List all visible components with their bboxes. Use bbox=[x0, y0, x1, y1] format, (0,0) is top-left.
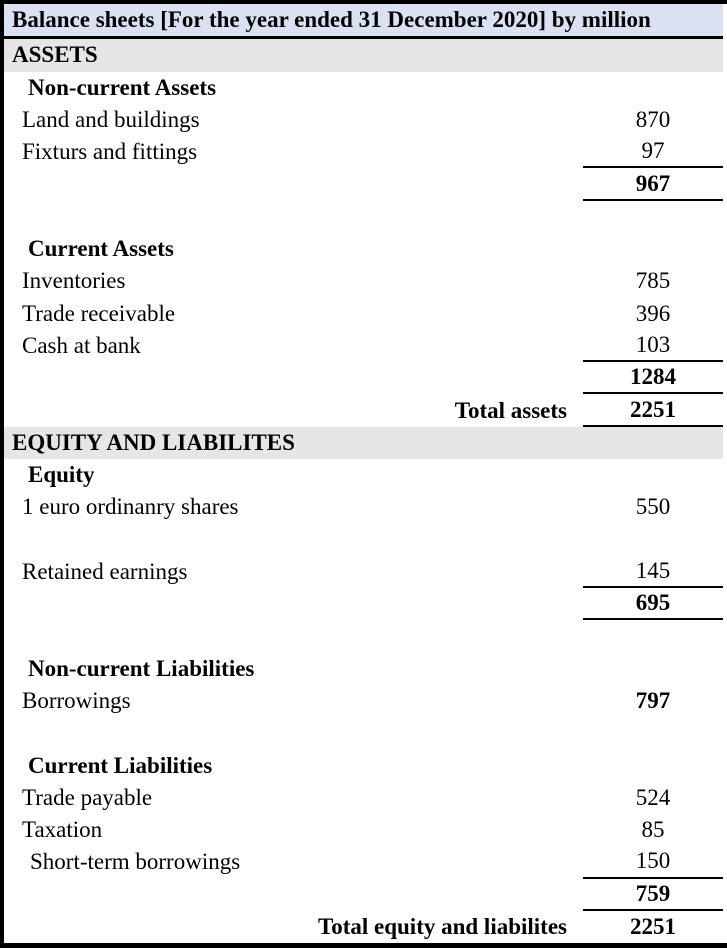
line-item-value: 870 bbox=[635, 106, 671, 132]
row-inventories bbox=[4, 265, 723, 297]
line-item-value: 150 bbox=[583, 846, 723, 878]
title-row bbox=[4, 4, 723, 39]
line-item-value: 145 bbox=[583, 556, 723, 588]
total-value: 2251 bbox=[583, 394, 723, 426]
line-item-value: 524 bbox=[635, 784, 671, 810]
row-cash-at-bank bbox=[4, 330, 723, 362]
blank-row bbox=[4, 201, 723, 233]
group-heading: Non-current Assets bbox=[28, 74, 217, 100]
row-trade-payable bbox=[4, 782, 723, 814]
subtotal-row bbox=[4, 879, 723, 911]
line-item-label: Borrowings bbox=[22, 688, 131, 714]
line-item-value: 759 bbox=[583, 879, 723, 911]
total-value: 2251 bbox=[630, 914, 676, 940]
subtotal-row bbox=[4, 362, 723, 394]
row-1-euro-ordinanry-shares bbox=[4, 491, 723, 523]
line-item-label: Cash at bank bbox=[22, 332, 141, 358]
line-item-value: 85 bbox=[641, 817, 665, 843]
total-label: Total equity and liabilites bbox=[317, 914, 567, 940]
total-label: Total assets bbox=[454, 397, 567, 423]
line-item-label: Trade receivable bbox=[22, 300, 176, 326]
group-heading: Non-current Liabilities bbox=[28, 655, 255, 681]
line-item-label: Fixturs and fittings bbox=[22, 139, 198, 165]
line-item-label bbox=[4, 168, 583, 200]
line-item-label: Retained earnings bbox=[22, 558, 188, 584]
blank-row bbox=[4, 620, 723, 652]
row-taxation bbox=[4, 814, 723, 846]
line-item-label bbox=[4, 879, 583, 911]
group-header-row-equity bbox=[4, 459, 723, 491]
line-item-value: 797 bbox=[635, 688, 671, 714]
blank-row bbox=[4, 717, 723, 749]
group-heading: Equity bbox=[28, 462, 95, 488]
line-item-value: 97 bbox=[583, 136, 723, 168]
line-item-label: Trade payable bbox=[22, 784, 153, 810]
row-short-term-borrowings bbox=[4, 846, 723, 878]
sheet-title: Balance sheets [For the year ended 31 December 2020] by million bbox=[12, 7, 651, 33]
total-row-total-assets bbox=[4, 394, 723, 426]
total-row-total-equity-and-liabilites bbox=[4, 911, 723, 943]
line-item-value: 1284 bbox=[583, 362, 723, 394]
line-item-value: 396 bbox=[635, 300, 671, 326]
group-heading: Current Assets bbox=[28, 236, 174, 262]
line-item-value: 967 bbox=[583, 168, 723, 200]
group-header-row-non-current-assets bbox=[4, 72, 723, 104]
blank-row bbox=[4, 524, 723, 556]
section-heading: EQUITY AND LIABILITES bbox=[12, 429, 295, 455]
line-item-label: Short-term borrowings bbox=[30, 849, 241, 875]
subtotal-row bbox=[4, 168, 723, 200]
section-heading: ASSETS bbox=[12, 42, 98, 68]
section-row-equity-and-liabilites bbox=[4, 427, 723, 459]
row-retained-earnings bbox=[4, 556, 723, 588]
line-item-label: Inventories bbox=[22, 268, 126, 294]
line-item-label bbox=[4, 362, 583, 394]
line-item-label: Land and buildings bbox=[22, 106, 200, 132]
line-item-value: 785 bbox=[635, 268, 671, 294]
row-trade-receivable bbox=[4, 298, 723, 330]
line-item-label: 1 euro ordinanry shares bbox=[22, 494, 239, 520]
group-header-row-non-current-liabilities bbox=[4, 653, 723, 685]
line-item-value: 550 bbox=[635, 494, 671, 520]
row-land-and-buildings bbox=[4, 104, 723, 136]
subtotal-row bbox=[4, 588, 723, 620]
section-row-assets bbox=[4, 39, 723, 71]
line-item-label bbox=[4, 588, 583, 620]
line-item-label: Taxation bbox=[22, 817, 103, 843]
line-item-value: 695 bbox=[583, 588, 723, 620]
line-item-value: 103 bbox=[583, 330, 723, 362]
group-header-row-current-assets bbox=[4, 233, 723, 265]
row-borrowings bbox=[4, 685, 723, 717]
group-heading: Current Liabilities bbox=[28, 752, 213, 778]
row-fixturs-and-fittings bbox=[4, 136, 723, 168]
group-header-row-current-liabilities bbox=[4, 749, 723, 781]
